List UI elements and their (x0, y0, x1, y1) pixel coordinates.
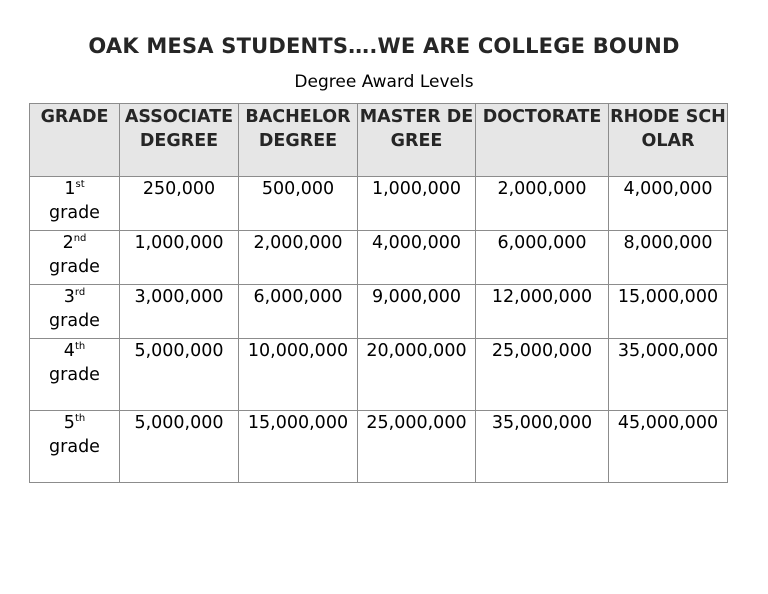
value-cell: 4,000,000 (609, 177, 728, 231)
value-cell: 45,000,000 (609, 411, 728, 483)
value-cell: 4,000,000 (358, 231, 476, 285)
value-cell: 35,000,000 (609, 339, 728, 411)
grade-number: 1 (64, 179, 76, 199)
grade-number: 5 (63, 413, 75, 433)
grade-number: 2 (62, 233, 74, 253)
grade-number: 4 (63, 341, 75, 361)
value-cell: 5,000,000 (120, 339, 239, 411)
grade-ordinal: th (74, 413, 86, 425)
table-row (30, 411, 728, 483)
value-cell: 15,000,000 (609, 285, 728, 339)
value-cell: 1,000,000 (358, 177, 476, 231)
value-cell: 2,000,000 (476, 177, 609, 231)
value-cell: 8,000,000 (609, 231, 728, 285)
value-cell: 25,000,000 (358, 411, 476, 483)
value-cell: 500,000 (239, 177, 358, 231)
grade-word: grade (49, 437, 100, 457)
table-row (30, 177, 728, 231)
grade-cell (30, 285, 120, 339)
grade-cell (30, 231, 120, 285)
grade-word: grade (49, 311, 100, 331)
table-row (30, 285, 728, 339)
value-cell: 9,000,000 (358, 285, 476, 339)
value-cell: 35,000,000 (476, 411, 609, 483)
grade-cell (30, 411, 120, 483)
value-cell: 12,000,000 (476, 285, 609, 339)
value-cell: 25,000,000 (476, 339, 609, 411)
table-row (30, 339, 728, 411)
header-doctorate: DOCTORATE (476, 104, 609, 177)
header-rhode-scholar: RHODE SCHOLAR (609, 104, 728, 177)
value-cell: 15,000,000 (239, 411, 358, 483)
value-cell: 2,000,000 (239, 231, 358, 285)
value-cell: 1,000,000 (120, 231, 239, 285)
grade-number: 3 (63, 287, 75, 307)
value-cell: 3,000,000 (120, 285, 239, 339)
value-cell: 250,000 (120, 177, 239, 231)
page-title: OAK MESA STUDENTS….WE ARE COLLEGE BOUND (88, 34, 680, 58)
grade-cell (30, 177, 120, 231)
value-cell: 10,000,000 (239, 339, 358, 411)
grade-ordinal: th (74, 341, 86, 353)
grade-cell (30, 339, 120, 411)
table-header-row (30, 104, 728, 177)
page-subtitle: Degree Award Levels (294, 72, 474, 92)
table-row (30, 231, 728, 285)
grade-word: grade (49, 203, 100, 223)
grade-ordinal: st (75, 179, 85, 191)
value-cell: 5,000,000 (120, 411, 239, 483)
degree-award-table (29, 103, 728, 483)
grade-ordinal: rd (74, 287, 86, 299)
grade-word: grade (49, 365, 100, 385)
grade-ordinal: nd (73, 233, 87, 245)
grade-word: grade (49, 257, 100, 277)
value-cell: 6,000,000 (476, 231, 609, 285)
header-master-degree: MASTER DEGREE (358, 104, 476, 177)
header-bachelor-degree: BACHELOR DEGREE (239, 104, 358, 177)
value-cell: 20,000,000 (358, 339, 476, 411)
header-grade: GRADE (30, 104, 120, 177)
header-associate-degree: ASSOCIATE DEGREE (120, 104, 239, 177)
value-cell: 6,000,000 (239, 285, 358, 339)
